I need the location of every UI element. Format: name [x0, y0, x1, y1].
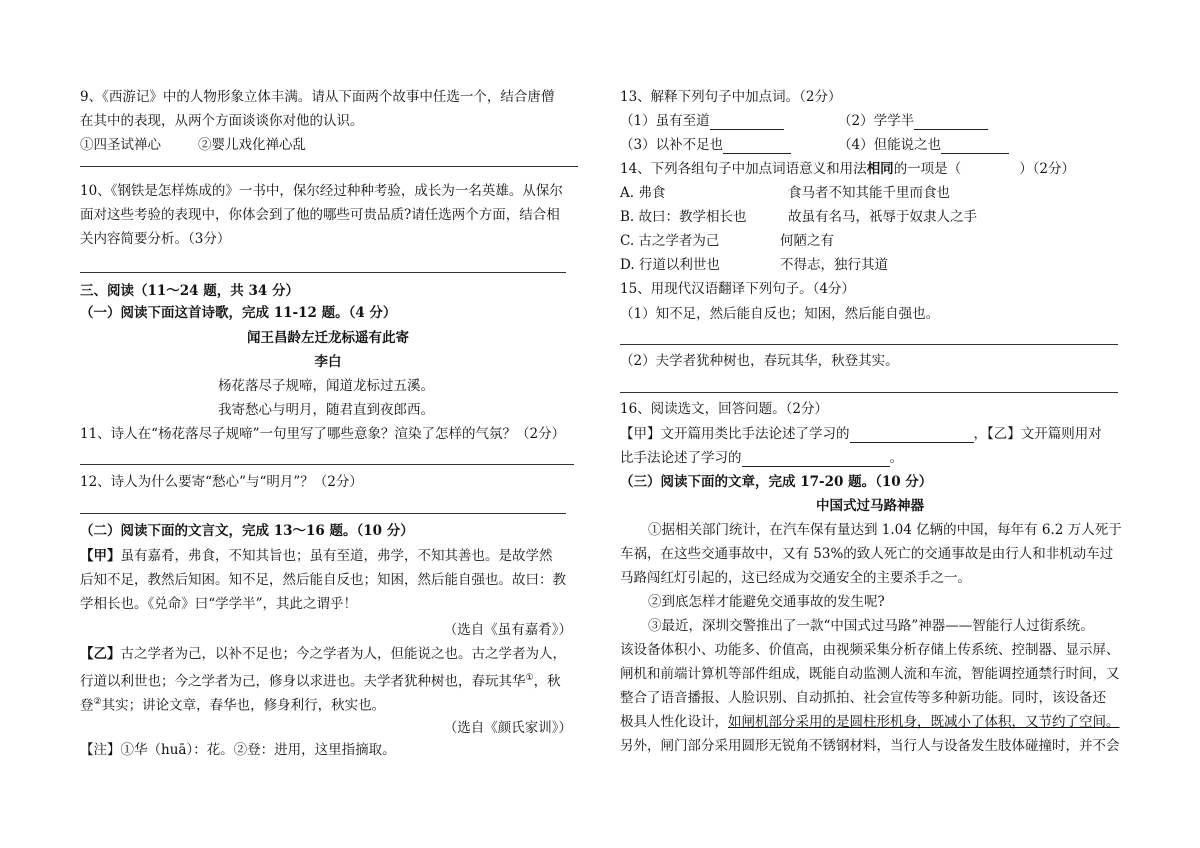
- q13-item-3: （3）以补不足也: [620, 136, 791, 154]
- poem-author: 李白: [314, 354, 342, 370]
- passage-jia-line-3: 学相长也。《兑命》曰“学学半”，其此之谓乎！: [80, 596, 358, 612]
- q15-item-2: （2）夫学者犹种树也，春玩其华，秋登其实。: [620, 353, 899, 369]
- q11: 11、诗人在“杨花落尽子规啼”一句里写了哪些意象？渲染了怎样的气氛？（2分）: [80, 426, 566, 442]
- paragraph-1-line-3: 马路闯红灯引起的，这已经成为交通安全的主要杀手之一。: [620, 570, 971, 586]
- q14-option-b: B. 故曰：教学相长也: [620, 209, 747, 225]
- paragraph-1-line-2: 车祸，在这些交通事故中，又有 53%的致人死亡的交通事故是由行人和非机动车过: [620, 546, 1114, 562]
- passage-jia-line-1: 【甲】虽有嘉肴，弗食，不知其旨也；虽有至道，弗学，不知其善也。是故学然: [80, 548, 553, 564]
- q14-option-a: A. 弗食: [620, 185, 666, 201]
- paragraph-3-line-6: 另外，闸门部分采用圆形无锐角不锈钢材料，当行人与设备发生肢体碰撞时，并不会: [620, 738, 1120, 754]
- q10-line-3: 关内容简要分析。（3分）: [80, 231, 231, 247]
- q16: 16、阅读选文，回答问题。（2分）: [620, 401, 829, 417]
- paragraph-1-line-1: ①据相关部门统计，在汽车保有量达到 1.04 亿辆的中国，每年有 6.2 万人死于: [648, 522, 1122, 538]
- answer-blank[interactable]: [723, 140, 791, 154]
- paragraph-3-line-5: 极具人性化设计，如闸机部分采用的是圆柱形机身，既减小了体积，又节约了空间。: [620, 714, 1120, 730]
- section-3-heading: 三、阅读（11～24 题，共 34 分）: [80, 283, 299, 299]
- answer-line: [80, 272, 566, 273]
- q14-option-c: C. 古之学者为己: [620, 233, 720, 249]
- q14-option-d: D. 行道以利世也: [620, 257, 720, 273]
- q14-emphasis: 相同: [866, 161, 894, 177]
- q14-option-a-pair: 食马者不知其能千里而食也: [788, 185, 950, 201]
- poem-line-2: 我寄愁心与明月，随君直到夜郎西。: [218, 402, 434, 418]
- paragraph-3-line-2: 该设备体积小、功能多、价值高，由视频采集分析存储上传系统、控制器、显示屏、: [620, 642, 1120, 658]
- q10-line-1: 10、《钢铁是怎样炼成的》一书中，保尔经过种种考验，成长为一名英雄。从保尔: [80, 183, 563, 199]
- q13-item-2: （2）学学半: [838, 112, 988, 130]
- q15-item-1: （1）知不足，然后能自反也；知困，然后能自强也。: [620, 306, 940, 322]
- passage-jia-tag: 【甲】: [80, 548, 121, 564]
- footnote-marker-1: ①: [525, 673, 534, 683]
- passage-yi-line-2: 行道以利世也；今之学者为己，修身以求进也。夫学者犹种树也，春玩其华①，秋: [80, 673, 561, 690]
- q16-line-2: 比手法论述了学习的 。: [620, 450, 903, 466]
- q14-option-c-pair: 何陋之有: [780, 233, 834, 249]
- answer-blank[interactable]: [941, 140, 1009, 154]
- subsection-2-heading: （二）阅读下面的文言文，完成 13～16 题。（10 分）: [80, 523, 414, 539]
- q13-item-4: （4）但能说之也: [838, 136, 1009, 154]
- answer-line: [80, 513, 566, 514]
- q15: 15、用现代汉语翻译下列句子。（4分）: [620, 281, 856, 297]
- q9-line-2: 在其中的表现，从两个方面谈谈你对他的认识。: [80, 113, 364, 129]
- passage-jia-source: （选自《虽有嘉肴》）: [443, 622, 572, 638]
- passage-yi-source: （选自《颜氏家训》）: [443, 720, 572, 736]
- passage-jia-line-2: 后知不足，教然后知困。知不足，然后能自反也；知困，然后能自强也。故曰：教: [80, 572, 566, 588]
- q14: 14、下列各组句子中加点词语意义和用法相同的一项是（ ）（2分）: [620, 161, 1076, 177]
- passage-yi-line-1: 【乙】古之学者为己，以补不足也；今之学者为人，但能说之也。古之学者为人，: [80, 646, 566, 662]
- poem-title: 闻王昌龄左迁龙标遥有此寄: [247, 330, 409, 346]
- q14-option-d-pair: 不得志，独行其道: [780, 257, 888, 273]
- answer-blank[interactable]: [710, 116, 784, 130]
- answer-line: [80, 464, 574, 465]
- paragraph-3-line-1: ③最近，深圳交警推出了一款“中国式过马路”神器——智能行人过街系统。: [648, 618, 1094, 634]
- answer-line: [620, 344, 1118, 345]
- q9-option-1: ①四圣试禅心: [80, 137, 161, 153]
- underlined-sentence: 如闸机部分采用的是圆柱形机身，既减小了体积，又节约了空间。: [728, 714, 1120, 730]
- answer-line: [620, 392, 1118, 393]
- q13: 13、解释下列句子中加点词。（2分）: [620, 89, 842, 105]
- divider: [80, 166, 578, 167]
- paragraph-2: ②到底怎样才能避免交通事故的发生呢?: [648, 594, 885, 610]
- answer-blank[interactable]: [742, 453, 890, 467]
- q9-option-2: ②婴儿戏化禅心乱: [198, 137, 306, 153]
- q14-option-b-pair: 故虽有名马，祇辱于奴隶人之手: [788, 209, 977, 225]
- q9-line-1: 9、《西游记》中的人物形象立体丰满。请从下面两个故事中任选一个，结合唐僧: [80, 89, 555, 105]
- passage-yi-tag: 【乙】: [80, 646, 121, 662]
- q10-line-2: 面对这些考验的表现中，你体会到了他的哪些可贵品质?请任选两个方面，结合相: [80, 207, 560, 223]
- poem-line-1: 杨花落尽子规啼，闻道龙标过五溪。: [218, 378, 434, 394]
- subsection-1-heading: （一）阅读下面这首诗歌，完成 11-12 题。（4 分）: [80, 305, 397, 321]
- answer-blank[interactable]: [850, 429, 974, 443]
- subsection-3-heading: （三）阅读下面的文章，完成 17-20 题。（10 分）: [620, 474, 933, 490]
- footnote-marker-2: ②: [93, 697, 102, 707]
- passage-yi-line-3: 登②其实；讲论文章，春华也，修身利行，秋实也。: [80, 697, 386, 714]
- q16-line-1: 【甲】文开篇用类比手法论述了学习的 ，【乙】文开篇则用对: [620, 426, 1102, 442]
- paragraph-3-line-3: 闸机和前端计算机等部件组成，既能自动监测人流和车流，智能调控通禁行时间，又: [620, 666, 1120, 682]
- footnote: 【注】①华（huā）：花。②登：进用，这里指摘取。: [80, 742, 396, 758]
- article-title: 中国式过马路神器: [816, 498, 924, 514]
- q13-item-1: （1）虽有至道: [620, 112, 784, 130]
- answer-blank[interactable]: [914, 116, 988, 130]
- q12: 12、诗人为什么要寄“愁心”与“明月”？（2分）: [80, 474, 363, 490]
- paragraph-3-line-4: 整合了语音播报、人脸识别、自动抓拍、社会宣传等多种新功能。同时，该设备还: [620, 690, 1106, 706]
